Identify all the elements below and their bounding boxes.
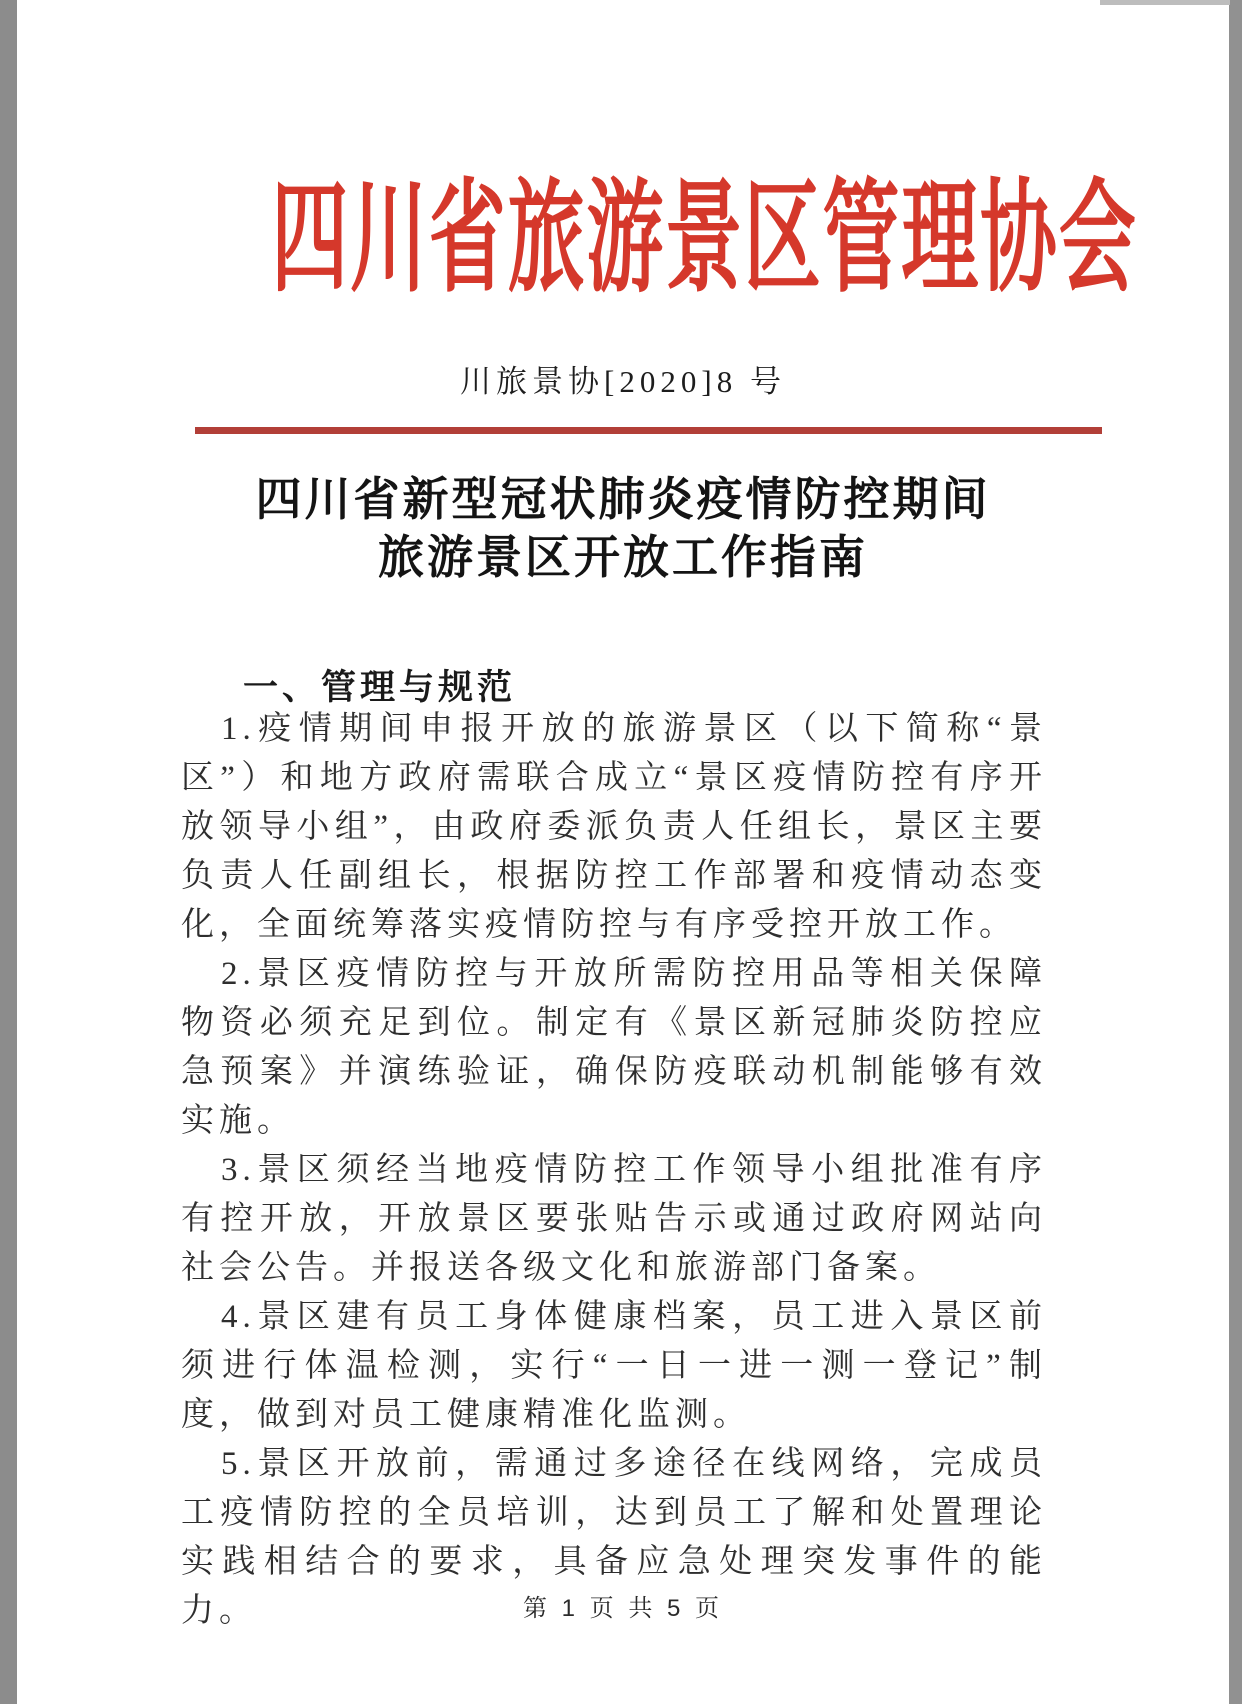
page-number-footer: 第 1 页 共 5 页: [522, 1595, 724, 1622]
document-title-line2: 旅游景区开放工作指南: [378, 531, 868, 583]
scan-edge-right: [1229, 0, 1242, 1704]
scan-edge-top: [1100, 0, 1230, 5]
letterhead-org-title: [17, 172, 1229, 340]
body-paragraph-4: 4.景区建有员工身体健康档案，员工进入景区前须进行体温检测，实行“一日一进一测一登记”制度，做到对员工健康精准化监测。: [181, 1299, 1047, 1433]
body-paragraph-3: 3.景区须经当地疫情防控工作领导小组批准有序有控开放，开放景区要张贴告示或通过政府网站向社会公告。并报送各级文化和旅游部门备案。: [181, 1152, 1047, 1286]
document-number: 川旅景协[2020]8 号: [460, 364, 786, 399]
document-title-line1: 四川省新型冠状肺炎疫情防控期间: [255, 473, 991, 525]
body-paragraph-1: 1.疫情期间申报开放的旅游景区（以下简称“景区”）和地方政府需联合成立“景区疫情防控有序开放领导小组”，由政府委派负责人任组长，景区主要负责人任副组长，根据防控工作部署和疫情动态变化，全面统筹落实疫情防控与有序受控开放工作。: [181, 711, 1047, 943]
scan-edge-left: [0, 0, 17, 1704]
section-heading: 一、管理与规范: [243, 668, 517, 707]
letterhead-org-title-text: 四川省旅游景区管理协会: [271, 172, 1138, 307]
document-title: [17, 470, 1229, 586]
letterhead-divider-rule: [195, 427, 1102, 434]
body-paragraph-2: 2.景区疫情防控与开放所需防控用品等相关保障物资必须充足到位。制定有《景区新冠肺炎防控应急预案》并演练验证，确保防疫联动机制能够有效实施。: [181, 956, 1047, 1139]
body-paragraph-5: 5.景区开放前，需通过多途径在线网络，完成员工疫情防控的全员培训，达到员工了解和处置理论实践相结合的要求，具备应急处理突发事件的能力。: [181, 1446, 1047, 1629]
document-body: [181, 705, 1047, 1636]
